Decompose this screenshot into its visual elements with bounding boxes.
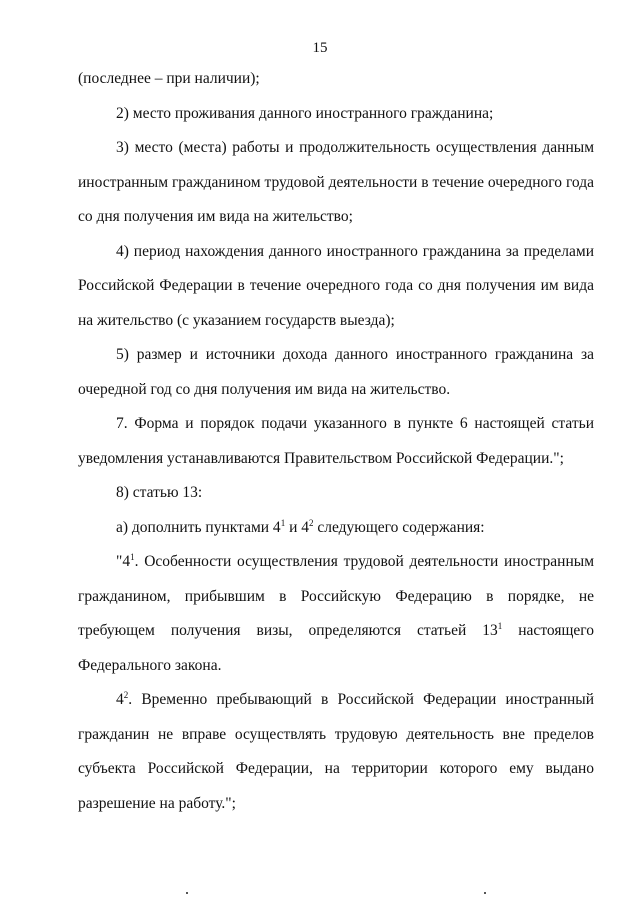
page-number: 15 <box>312 40 328 56</box>
point-4-2-sup: 2 <box>123 690 129 700</box>
paragraph-continuation: (последнее – при наличии); <box>78 70 260 87</box>
paragraph-point-4-2 <box>78 683 594 821</box>
item-a-before: а) дополнить пунктами 4 <box>116 518 281 536</box>
paragraph-item-3: 3) место (места) работы и продолжительность осуществления данным иностранным гражданином трудовой деятельности в течение очередного года со дня получения им вида на жительство; <box>78 139 594 225</box>
point-4-1-prefix: "4 <box>116 553 131 570</box>
item-a-sup1: 1 <box>280 517 286 528</box>
paragraph-item-a <box>78 511 594 546</box>
paragraph-article-13: 8) статью 13: <box>116 484 203 501</box>
item-a-sup2: 2 <box>308 517 314 528</box>
paragraph-item-5: 5) размер и источники дохода данного иностранного гражданина за очередной год со дня получения им вида на жительство. <box>78 346 594 398</box>
point-4-1-sup: 1 <box>130 552 135 562</box>
paragraph-point-4-1 <box>78 545 594 683</box>
point-4-2-prefix: 4 <box>116 691 124 708</box>
paragraph-point-7: 7. Форма и порядок подачи указанного в пункте 6 настоящей статьи уведомления устанавливаются Правительством Российской Федерации."; <box>78 415 594 467</box>
item-a-mid: и 4 <box>285 518 309 536</box>
point-4-1-text-end: настоящего Федерального закона. <box>78 622 595 674</box>
scan-mark-right <box>484 892 486 894</box>
point-4-1-sup-ref: 1 <box>497 621 503 631</box>
paragraph-item-2: 2) место проживания данного иностранного гражданина; <box>116 104 494 122</box>
scan-mark-left <box>186 892 188 894</box>
paragraph-item-4: 4) период нахождения данного иностранного гражданина за пределами Российской Федерации в течение очередного года со дня получения им вида на жительство (с указанием государств выезда); <box>78 242 594 329</box>
point-4-1-text: . Особенности осуществления трудовой деятельности иностранным гражданином, прибывшим в Российскую Федерацию в порядке, не требующем получения визы, определяются статьей 13 <box>78 553 594 639</box>
point-4-2-text: . Временно пребывающий в Российской Федерации иностранный гражданин не вправе осуществлять трудовую деятельность вне пределов субъекта Российской Федерации, на территории которого ему выдано разрешение на работу."; <box>78 691 594 812</box>
item-a-after: следующего содержания: <box>313 518 485 536</box>
document-body <box>78 62 594 821</box>
